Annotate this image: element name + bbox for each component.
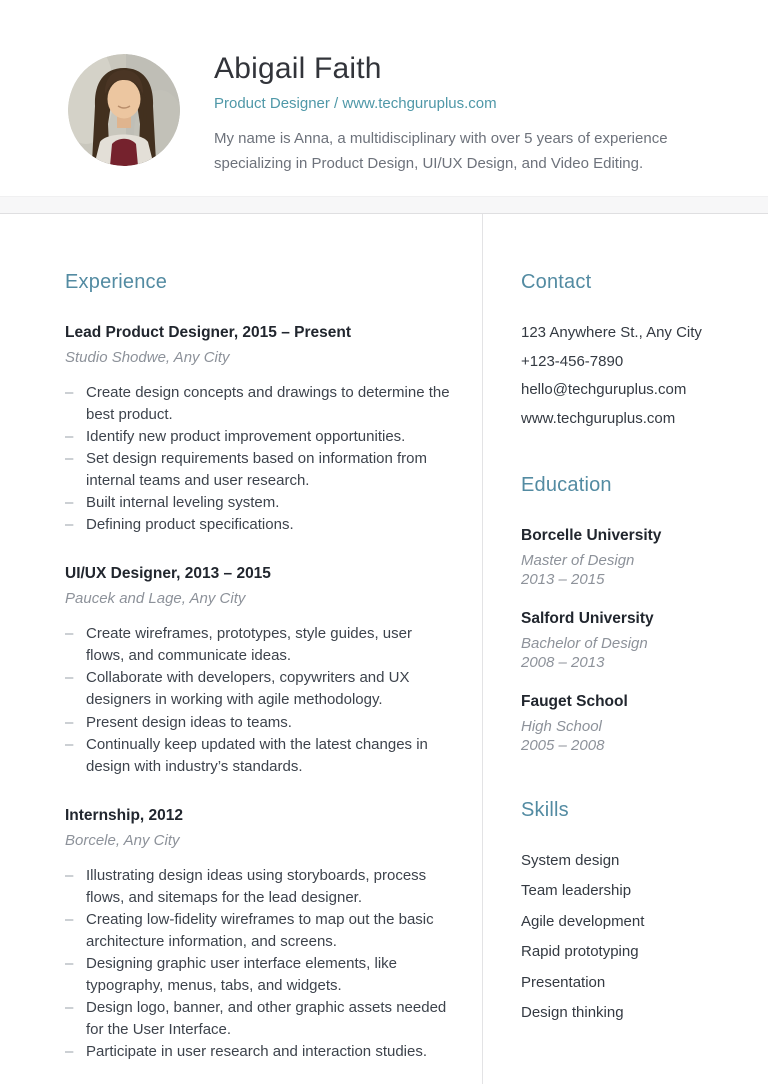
school-degree: Bachelor of Design — [521, 634, 648, 652]
job-bullet: – Present design ideas to teams. — [65, 712, 454, 734]
school-years: 2008 – 2013 — [521, 653, 605, 671]
job-bullet: – Set design requirements based on information from internal teams and user research. — [65, 448, 454, 492]
skill-item: Design thinking — [521, 1004, 624, 1022]
job-bullet: – Defining product specifications. — [65, 514, 454, 536]
school-degree: Master of Design — [521, 551, 635, 569]
school-degree: High School — [521, 717, 602, 735]
school-name: Borcelle University — [521, 526, 662, 544]
school-name: Fauget School — [521, 692, 628, 710]
job-bullet: – Collaborate with developers, copywriters and UX designers in working with agile methodology. — [65, 667, 454, 711]
education-entry — [521, 610, 728, 672]
job-bullet: – Creating low-fidelity wireframes to map out the basic architecture information, and screens. — [65, 909, 454, 953]
job-entry — [65, 807, 454, 1063]
experience-column — [0, 214, 483, 1084]
job-title: Lead Product Designer, 2015 – Present — [65, 324, 352, 341]
contact-phone: +123-456-7890 — [521, 352, 624, 370]
job-entry — [65, 324, 454, 536]
skill-item: Presentation — [521, 973, 606, 991]
job-title: Internship, 2012 — [65, 806, 184, 824]
skills-heading: Skills — [521, 798, 569, 821]
header-divider-band — [0, 196, 768, 214]
contact-section — [521, 271, 728, 428]
skills-section — [521, 799, 728, 1023]
contact-website-link[interactable]: www.techguruplus.com — [521, 409, 676, 427]
contact-address: 123 Anywhere St., Any City — [521, 324, 702, 341]
person-name: Abigail Faith — [214, 52, 382, 85]
job-bullet: – Built internal leveling system. — [65, 492, 454, 514]
job-bullet-list — [65, 382, 454, 536]
skill-item: Rapid prototyping — [521, 943, 639, 961]
skills-list — [521, 852, 728, 1023]
job-bullet: – Identify new product improvement opportunities. — [65, 426, 454, 448]
header-text — [214, 52, 719, 176]
education-entry — [521, 693, 728, 755]
job-company: Borcele, Any City — [65, 831, 180, 849]
content-area — [0, 214, 768, 1084]
job-bullet: – Design logo, banner, and other graphic assets needed for the User Interface. — [65, 997, 454, 1041]
sidebar-column — [483, 214, 768, 1084]
school-name: Salford University — [521, 609, 654, 627]
education-heading: Education — [521, 473, 612, 496]
experience-heading: Experience — [65, 271, 168, 293]
person-title-and-website[interactable]: Product Designer / www.techguruplus.com — [214, 95, 497, 112]
education-section — [521, 474, 728, 755]
job-bullet: – Designing graphic user interface elements, like typography, menus, tabs, and widgets. — [65, 953, 454, 997]
job-company: Studio Shodwe, Any City — [65, 349, 230, 366]
job-title: UI/UX Designer, 2013 – 2015 — [65, 565, 271, 583]
job-bullet: – Create design concepts and drawings to determine the best product. — [65, 382, 454, 426]
school-years: 2013 – 2015 — [521, 570, 605, 588]
school-years: 2005 – 2008 — [521, 736, 605, 754]
skill-item: Agile development — [521, 912, 645, 930]
job-bullet: – Continually keep updated with the latest changes in design with industry’s standards. — [65, 734, 454, 778]
avatar — [68, 54, 180, 166]
profile-photo-illustration — [68, 54, 180, 166]
job-entry — [65, 565, 454, 777]
skill-item: System design — [521, 851, 620, 869]
job-company: Paucek and Lage, Any City — [65, 590, 246, 608]
education-entry — [521, 527, 728, 589]
contact-heading: Contact — [521, 271, 592, 293]
skill-item: Team leadership — [521, 882, 632, 900]
job-bullet-list — [65, 865, 454, 1063]
job-bullet: – Participate in user research and interaction studies. — [65, 1041, 454, 1063]
summary-text: My name is Anna, a multidisciplinary with over 5 years of experience specializing in Product Design, UI/UX Design, and Video Editing. — [214, 130, 668, 173]
job-bullet: – Create wireframes, prototypes, style guides, user flows, and communicate ideas. — [65, 623, 454, 667]
contact-list — [521, 324, 728, 428]
resume-header — [0, 0, 768, 196]
contact-email-link[interactable]: hello@techguruplus.com — [521, 381, 687, 398]
job-bullet: – Illustrating design ideas using storyboards, process flows, and sitemaps for the lead designer. — [65, 865, 454, 909]
job-bullet-list — [65, 623, 454, 777]
